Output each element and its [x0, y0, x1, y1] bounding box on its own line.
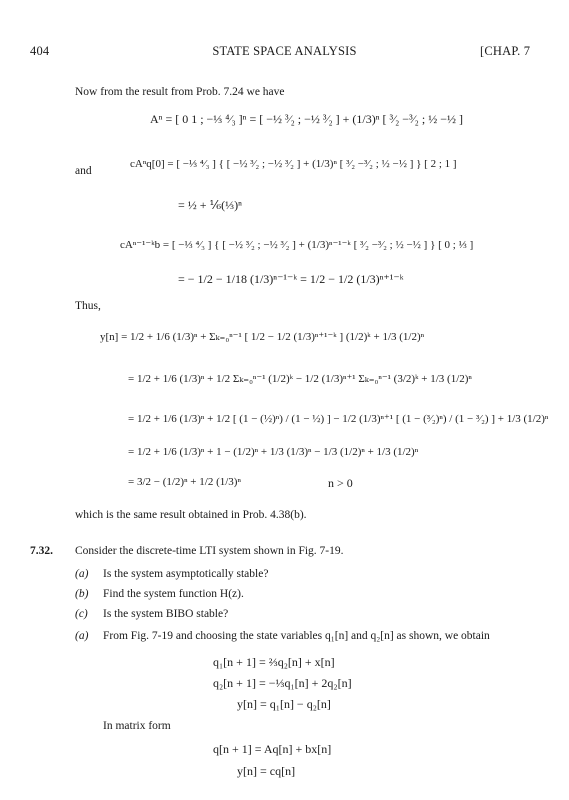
intro-text: Now from the result from Prob. 7.24 we have: [75, 86, 285, 98]
condition: n > 0: [328, 476, 353, 490]
and-label: and: [75, 165, 92, 177]
chapter-label: [CHAP. 7: [480, 44, 531, 58]
equation-cAb: cAⁿ⁻¹⁻ᵏb = [ −⅓ ⁴⁄₃ ] { [ −½ ³⁄₂ ; −½ ³⁄₂ ] + (1/3)ⁿ⁻¹⁻ᵏ [ ³⁄₂ −³⁄₂ ; ½ −½ ] } [ 0 ; ⅓ ]: [120, 239, 474, 251]
equation-cAq-result: = ½ + ⅙(⅓)ⁿ: [178, 198, 242, 212]
matrix-form-label: In matrix form: [103, 720, 171, 732]
running-title: STATE SPACE ANALYSIS: [212, 44, 357, 58]
part-text-b: Find the system function H(z).: [103, 588, 244, 600]
solution-label: (a): [75, 630, 89, 642]
matrix-eq-1: q[n + 1] = Aq[n] + bx[n]: [213, 742, 332, 756]
equation-a-power: Aⁿ = [ 0 1 ; −⅓ ⁴⁄₃ ]ⁿ = [ −½ ³⁄₂ ; −½ ³⁄₂ ] + (1/3)ⁿ [ ³⁄₂ −³⁄₂ ; ½ −½ ]: [150, 112, 463, 126]
problem-number: 7.32.: [30, 545, 53, 557]
y-derivation-line-1: y[n] = 1/2 + 1/6 (1/3)ⁿ + Σₖ₌₀ⁿ⁻¹ [ 1/2 − 1/2 (1/3)ⁿ⁺¹⁻ᵏ ] (1/2)ᵏ + 1/3 (1/2)ⁿ: [100, 331, 425, 343]
part-text-c: Is the system BIBO stable?: [103, 608, 229, 620]
page-number: 404: [30, 44, 50, 58]
matrix-eq-2: y[n] = cq[n]: [237, 764, 296, 778]
part-text-a: Is the system asymptotically stable?: [103, 568, 269, 580]
equation-cAq: cAⁿq[0] = [ −⅓ ⁴⁄₃ ] { [ −½ ³⁄₂ ; −½ ³⁄₂ ] + (1/3)ⁿ [ ³⁄₂ −³⁄₂ ; ½ −½ ] } [ 2 ; 1 ]: [130, 158, 457, 170]
thus-label: Thus,: [75, 300, 101, 312]
part-label-c: (c): [75, 608, 88, 620]
y-derivation-line-3: = 1/2 + 1/6 (1/3)ⁿ + 1/2 [ (1 − (½)ⁿ) / (1 − ½) ] − 1/2 (1/3)ⁿ⁺¹ [ (1 − (³⁄₂)ⁿ) / (1 − ³⁄₂) ] + 1/3 (1/2)ⁿ: [128, 413, 549, 425]
state-eq-1: q₁[n + 1] = ⅔q₂[n] + x[n]: [213, 655, 335, 669]
y-derivation-line-5: = 3/2 − (1/2)ⁿ + 1/2 (1/3)ⁿ: [128, 476, 241, 488]
solution-text: From Fig. 7-19 and choosing the state variables q₁[n] and q₂[n] as shown, we obtain: [103, 630, 490, 642]
equation-cAb-result: = − 1/2 − 1/18 (1/3)ⁿ⁻¹⁻ᵏ = 1/2 − 1/2 (1/3)ⁿ⁺¹⁻ᵏ: [178, 272, 404, 286]
same-result-text: which is the same result obtained in Prob. 4.38(b).: [75, 509, 307, 521]
state-eq-2: q₂[n + 1] = −⅓q₁[n] + 2q₂[n]: [213, 676, 352, 690]
output-eq: y[n] = q₁[n] − q₂[n]: [237, 697, 331, 711]
y-derivation-line-4: = 1/2 + 1/6 (1/3)ⁿ + 1 − (1/2)ⁿ + 1/3 (1/3)ⁿ − 1/3 (1/2)ⁿ + 1/3 (1/2)ⁿ: [128, 446, 419, 458]
part-label-a: (a): [75, 568, 89, 580]
problem-statement: Consider the discrete-time LTI system shown in Fig. 7-19.: [75, 545, 344, 557]
y-derivation-line-2: = 1/2 + 1/6 (1/3)ⁿ + 1/2 Σₖ₌₀ⁿ⁻¹ (1/2)ᵏ − 1/2 (1/3)ⁿ⁺¹ Σₖ₌₀ⁿ⁻¹ (3/2)ᵏ + 1/3 (1/2)ⁿ: [128, 373, 472, 385]
part-label-b: (b): [75, 588, 89, 600]
